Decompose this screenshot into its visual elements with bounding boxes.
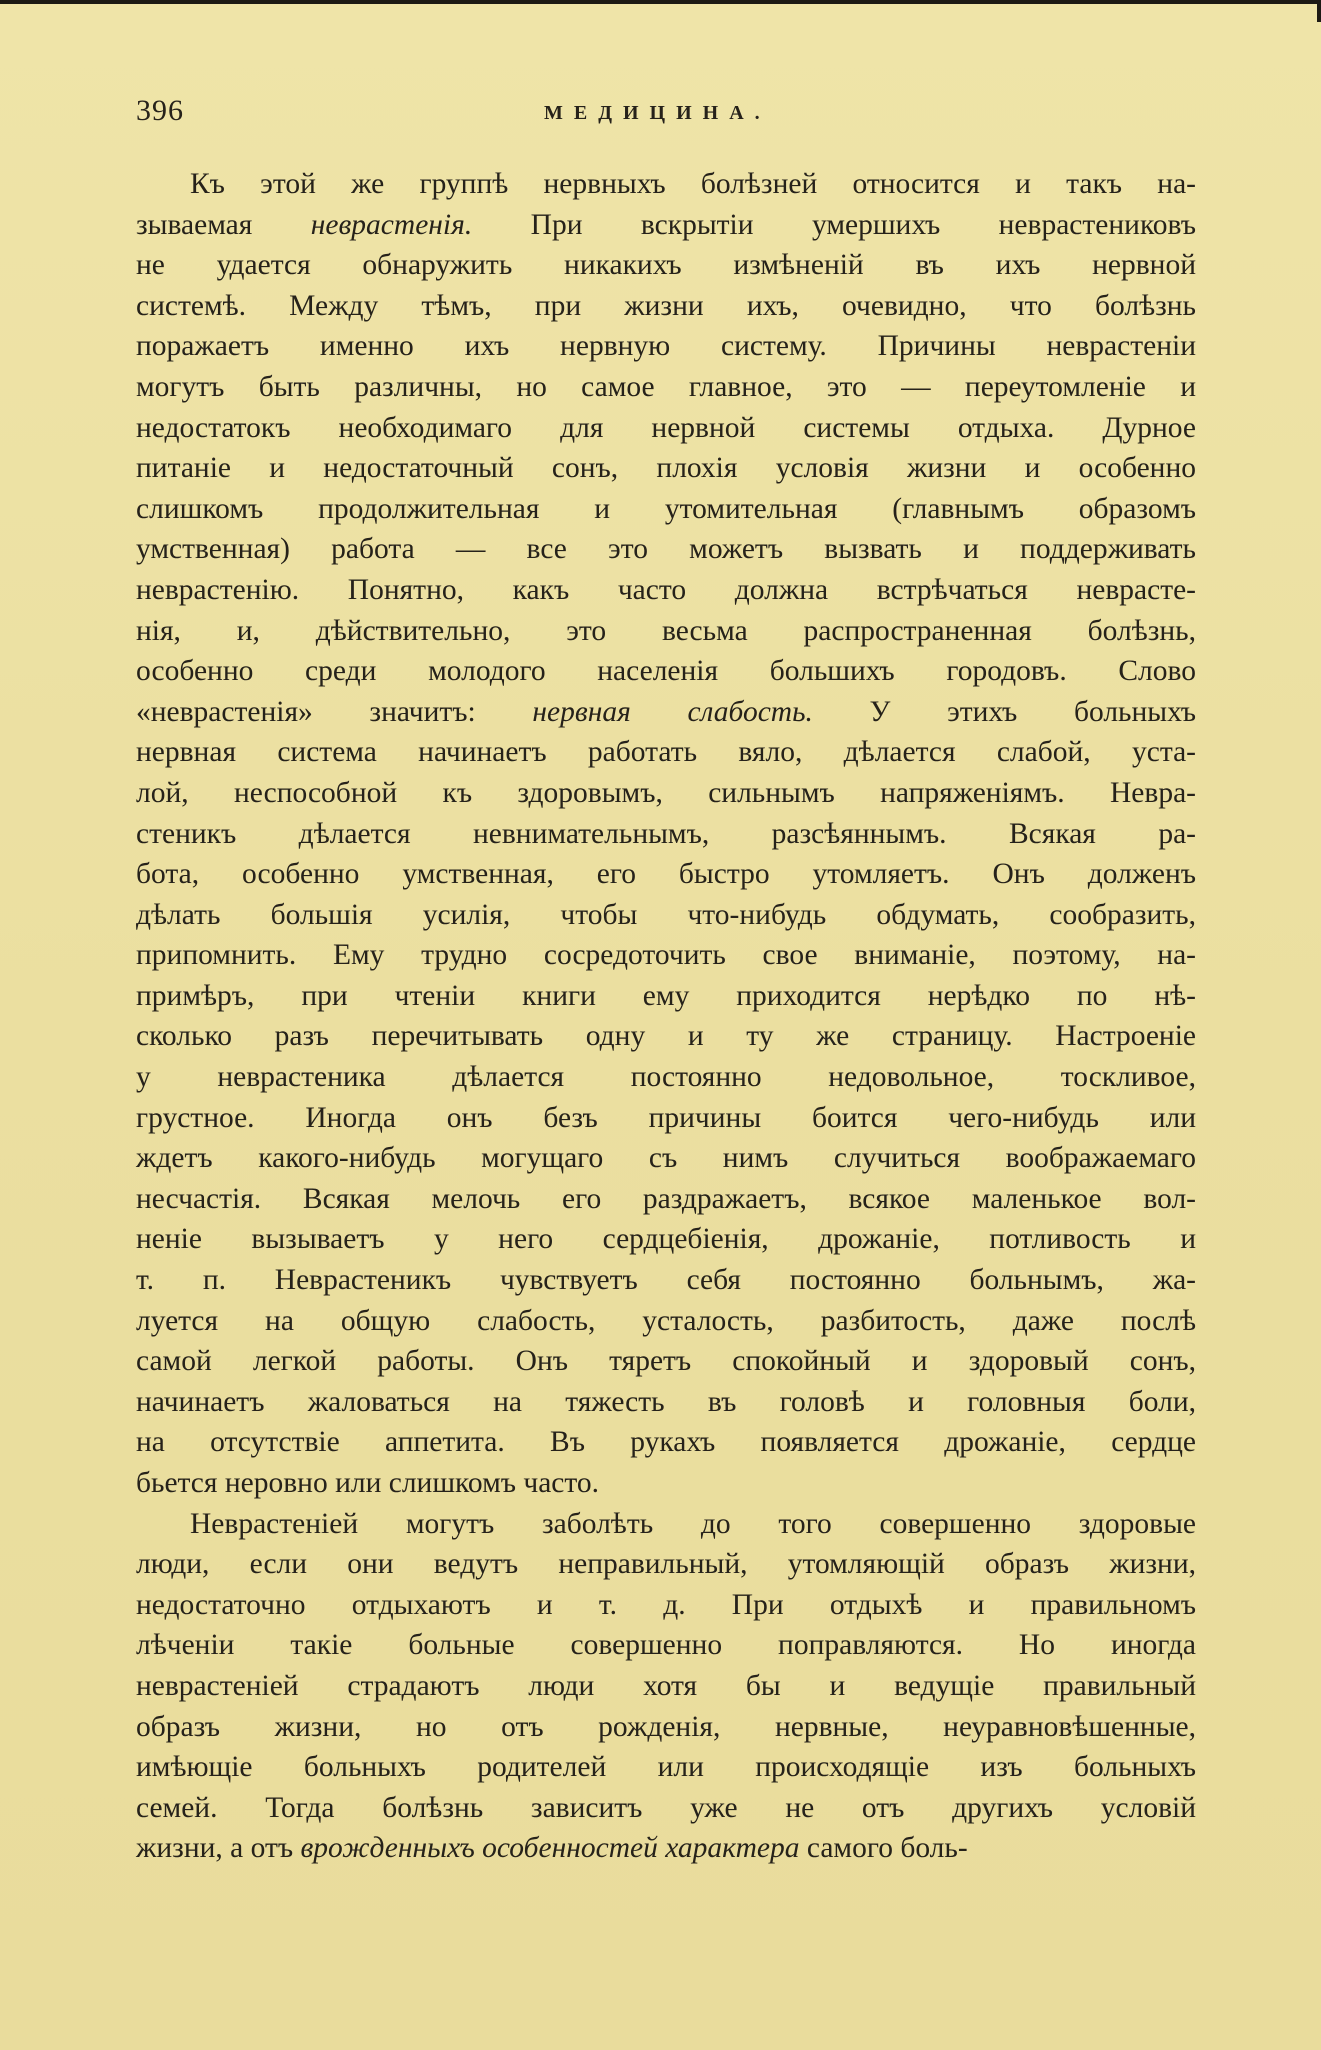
text-run: поражаетъ именно ихъ нервную систему. Причины неврастеніи [136, 330, 1196, 363]
text-run: бота, особенно умственная, его быстро утомляетъ. Онъ долженъ [136, 858, 1196, 891]
text-line [136, 1341, 1196, 1382]
text-line [136, 1585, 1196, 1626]
text-run: слишкомъ продолжительная и утомительная (главнымъ образомъ [136, 492, 1196, 525]
text-line [136, 1707, 1196, 1748]
text-line [136, 651, 1196, 692]
text-run: дѣлать большія усилія, чтобы что-нибудь обдумать, сообразить, [136, 898, 1196, 931]
text-line [136, 205, 1196, 246]
body-text [136, 164, 1196, 1869]
text-line [136, 895, 1196, 936]
page-header [136, 94, 1196, 130]
text-run: самого боль- [799, 1832, 968, 1865]
text-run: неніе вызываетъ у него сердцебіенія, дрожаніе, потливость и [136, 1223, 1196, 1256]
text-run: системѣ. Между тѣмъ, при жизни ихъ, очевидно, что болѣзнь [136, 289, 1196, 322]
text-line [136, 732, 1196, 773]
text-run: у неврастеника дѣлается постоянно недовольное, тоскливое, [136, 1061, 1196, 1094]
text-line [136, 1422, 1196, 1463]
text-run: на отсутствіе аппетита. Въ рукахъ появляется дрожаніе, сердце [136, 1426, 1196, 1459]
text-run: не удается обнаружить никакихъ измѣненій въ ихъ нервной [136, 249, 1196, 282]
italic-term: нервная слабость. [532, 695, 813, 728]
text-line [136, 1219, 1196, 1260]
text-line [136, 1098, 1196, 1139]
text-line [136, 976, 1196, 1017]
text-line [136, 692, 1196, 733]
text-line [136, 1625, 1196, 1666]
text-run: люди, если они ведутъ неправильный, утомляющій образъ жизни, [136, 1548, 1196, 1581]
text-line [136, 448, 1196, 489]
text-run: припомнить. Ему трудно сосредоточить свое вниманіе, поэтому, на- [136, 939, 1196, 972]
text-line [136, 1544, 1196, 1585]
text-run: питаніе и недостаточный сонъ, плохія условія жизни и особенно [136, 452, 1196, 485]
text-line [136, 1788, 1196, 1829]
text-run: примѣръ, при чтеніи книги ему приходится нерѣдко по нѣ- [136, 979, 1196, 1012]
text-run: грустное. Иногда онъ безъ причины боится чего-нибудь или [136, 1101, 1196, 1134]
text-run: могутъ быть различны, но самое главное, это — переутомленіе и [136, 370, 1196, 403]
text-line [136, 935, 1196, 976]
text-line [136, 814, 1196, 855]
text-line [136, 570, 1196, 611]
text-run: нервная система начинаетъ работать вяло, дѣлается слабой, уста- [136, 736, 1196, 769]
running-title: МЕДИЦИНА. [544, 102, 771, 124]
text-line [136, 367, 1196, 408]
text-line [136, 1747, 1196, 1788]
text-line [136, 286, 1196, 327]
text-run: лѣченіи такіе больные совершенно поправляются. Но иногда [136, 1629, 1196, 1662]
text-run: При вскрытіи умершихъ неврастениковъ [472, 208, 1196, 241]
text-line [136, 1828, 1196, 1869]
text-run: «неврастенія» значитъ: [136, 695, 533, 728]
text-run: имѣющіе больныхъ родителей или происходящіе изъ больныхъ [136, 1751, 1196, 1784]
text-line [136, 489, 1196, 530]
text-run: особенно среди молодого населенія большихъ городовъ. Слово [136, 655, 1196, 688]
text-line [136, 611, 1196, 652]
text-line [136, 1138, 1196, 1179]
text-line [136, 529, 1196, 570]
scan-corner-edge [1317, 0, 1321, 22]
page-number: 396 [136, 94, 184, 127]
text-run: Неврастеніей могутъ заболѣть до того совершенно здоровые [190, 1507, 1196, 1540]
text-line [136, 854, 1196, 895]
text-line [136, 1057, 1196, 1098]
italic-term: врожденныхъ особенностей характера [300, 1832, 800, 1865]
text-run: неврастеніей страдаютъ люди хотя бы и ведущіе правильный [136, 1669, 1196, 1702]
scan-top-edge [0, 0, 1321, 4]
text-run: зываемая [136, 208, 311, 241]
text-line [136, 1666, 1196, 1707]
text-run: Къ этой же группѣ нервныхъ болѣзней относится и такъ на- [190, 168, 1196, 200]
text-run: лой, неспособной къ здоровымъ, сильнымъ напряженіямъ. Невра- [136, 776, 1196, 809]
text-run: т. п. Неврастеникъ чувствуетъ себя постоянно больнымъ, жа- [136, 1264, 1196, 1297]
text-run: умственная) работа — все это можетъ вызвать и поддерживать [136, 533, 1196, 566]
text-run: бьется неровно или слишкомъ часто. [136, 1467, 600, 1499]
text-run: несчастія. Всякая мелочь его раздражаетъ, всякое маленькое вол- [136, 1182, 1196, 1215]
text-run: жизни, а отъ [136, 1832, 301, 1865]
text-run: семей. Тогда болѣзнь зависитъ уже не отъ другихъ условій [136, 1791, 1196, 1824]
text-line [136, 1382, 1196, 1423]
text-line [136, 245, 1196, 286]
paragraph [136, 1504, 1196, 1869]
text-run: начинаетъ жаловаться на тяжесть въ головѣ и головныя боли, [136, 1385, 1196, 1418]
text-line [136, 1260, 1196, 1301]
text-line [136, 1504, 1196, 1545]
text-run: недостаточно отдыхаютъ и т. д. При отдыхѣ и правильномъ [136, 1588, 1196, 1621]
text-line [136, 1301, 1196, 1342]
text-run: У этихъ больныхъ [812, 695, 1196, 728]
text-line [136, 1016, 1196, 1057]
paragraph [136, 164, 1196, 1504]
text-run: самой легкой работы. Онъ тяретъ спокойный и здоровый сонъ, [136, 1345, 1196, 1378]
text-run: неврастенію. Понятно, какъ часто должна встрѣчаться неврасте- [136, 573, 1196, 606]
text-line [136, 326, 1196, 367]
text-line [136, 408, 1196, 449]
text-run: образъ жизни, но отъ рожденія, нервные, неуравновѣшенные, [136, 1710, 1196, 1743]
text-run: луется на общую слабость, усталость, разбитость, даже послѣ [136, 1304, 1196, 1337]
text-line [136, 1179, 1196, 1220]
text-run: стеникъ дѣлается невнимательнымъ, разсѣяннымъ. Всякая ра- [136, 817, 1196, 850]
text-run: сколько разъ перечитывать одну и ту же страницу. Настроеніе [136, 1020, 1196, 1053]
text-line [136, 773, 1196, 814]
text-line [136, 1463, 1196, 1504]
text-run: недостатокъ необходимаго для нервной системы отдыха. Дурное [136, 411, 1196, 444]
text-run: ждетъ какого-нибудь могущаго съ нимъ случиться воображаемаго [136, 1142, 1196, 1175]
italic-term: неврастенія. [310, 208, 473, 241]
text-run: нія, и, дѣйствительно, это весьма распространенная болѣзнь, [136, 614, 1196, 647]
text-line [136, 164, 1196, 205]
